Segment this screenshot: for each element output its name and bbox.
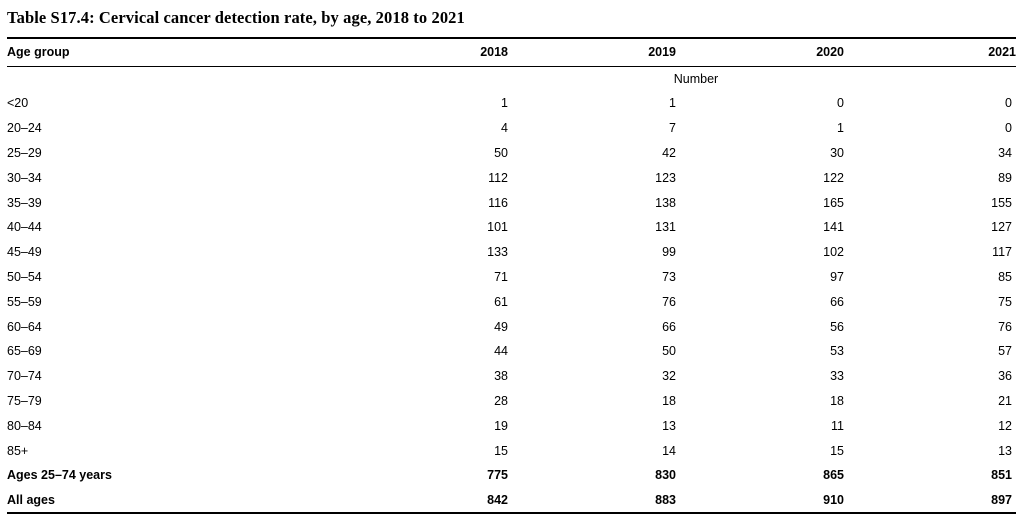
cell-value: 76 — [662, 294, 676, 309]
cell-value: 842 — [339, 488, 508, 513]
cell-value: 53 — [830, 344, 844, 359]
row-label: Ages 25–74 years — [7, 468, 112, 483]
cell-value: 4 — [501, 121, 508, 136]
cell-value: 830 — [655, 468, 676, 483]
cell-value: 0 — [1005, 121, 1012, 136]
cell-value: 165 — [823, 195, 844, 210]
row-label: 40–44 — [7, 220, 42, 235]
table-row — [7, 438, 1016, 463]
cell-value: 101 — [487, 220, 508, 235]
cell-value: 1 — [669, 96, 676, 111]
table-row — [7, 265, 1016, 290]
table-row — [7, 215, 1016, 240]
cell-value: 21 — [998, 393, 1012, 408]
row-label: 75–79 — [7, 393, 42, 408]
row-label: 85+ — [7, 443, 29, 458]
cell-value: 73 — [662, 269, 676, 284]
row-label: All ages — [7, 488, 339, 513]
column-header-2019: 2019 — [508, 38, 676, 66]
cell-value: 89 — [998, 170, 1012, 185]
table-row — [7, 289, 1016, 314]
cell-value: 13 — [662, 418, 676, 433]
cell-value: 50 — [494, 145, 508, 160]
cell-value: 138 — [655, 195, 676, 210]
cell-value: 141 — [823, 220, 844, 235]
table-row — [7, 190, 1016, 215]
cell-value: 122 — [823, 170, 844, 185]
cell-value: 865 — [823, 468, 844, 483]
table-row — [7, 463, 1016, 488]
cell-value: 30 — [830, 145, 844, 160]
cell-value: 38 — [494, 369, 508, 384]
cell-value: 76 — [998, 319, 1012, 334]
cell-value: 112 — [488, 170, 508, 185]
cell-value: 775 — [487, 468, 508, 483]
header-row — [7, 38, 1016, 66]
table-row — [7, 413, 1016, 438]
table-row — [7, 314, 1016, 339]
cell-value: 1 — [501, 96, 508, 111]
cell-value: 102 — [823, 245, 844, 260]
table-row — [7, 91, 1016, 116]
row-label: 30–34 — [7, 170, 42, 185]
spacer-cell — [7, 66, 339, 91]
cell-value: 32 — [662, 369, 676, 384]
row-label: 50–54 — [7, 269, 42, 284]
cell-value: 15 — [494, 443, 508, 458]
table-row — [7, 165, 1016, 190]
row-label: 45–49 — [7, 245, 42, 260]
cell-value: 56 — [830, 319, 844, 334]
page-title: Table S17.4: Cervical cancer detection rate, by age, 2018 to 2021 — [7, 8, 465, 27]
cell-value: 0 — [1005, 96, 1012, 111]
table-row — [7, 389, 1016, 414]
unit-row — [7, 66, 1016, 91]
cell-value: 66 — [662, 319, 676, 334]
table-row — [7, 364, 1016, 389]
cell-value: 85 — [998, 269, 1012, 284]
cell-value: 7 — [669, 121, 676, 136]
cell-value: 1 — [837, 121, 844, 136]
cell-value: 116 — [488, 195, 508, 210]
cell-value: 28 — [494, 393, 508, 408]
cell-value: 883 — [508, 488, 676, 513]
cell-value: 36 — [998, 369, 1012, 384]
cell-value: 18 — [830, 393, 844, 408]
row-label: 55–59 — [7, 294, 42, 309]
row-label: 65–69 — [7, 344, 42, 359]
table-row — [7, 488, 1016, 513]
column-header-2020: 2020 — [676, 38, 844, 66]
row-label: 60–64 — [7, 319, 42, 334]
cell-value: 33 — [830, 369, 844, 384]
row-label: 35–39 — [7, 195, 42, 210]
cell-value: 57 — [998, 344, 1012, 359]
cell-value: 66 — [830, 294, 844, 309]
row-label: 70–74 — [7, 369, 42, 384]
cell-value: 19 — [494, 418, 508, 433]
cell-value: 97 — [830, 269, 844, 284]
cell-value: 851 — [991, 468, 1012, 483]
cell-value: 15 — [830, 443, 844, 458]
unit-label: Number — [673, 71, 719, 86]
column-header-2021: 2021 — [844, 38, 1016, 66]
row-label: 80–84 — [7, 418, 42, 433]
cell-value: 75 — [998, 294, 1012, 309]
table-row — [7, 116, 1016, 141]
row-label: <20 — [7, 96, 29, 111]
cell-value: 127 — [991, 220, 1012, 235]
column-header-age-group: Age group — [7, 38, 339, 66]
cell-value: 71 — [494, 269, 508, 284]
cell-value: 14 — [662, 443, 676, 458]
cell-value: 897 — [844, 488, 1016, 513]
table-row — [7, 141, 1016, 166]
cell-value: 44 — [494, 344, 508, 359]
cell-value: 910 — [676, 488, 844, 513]
cell-value: 34 — [998, 145, 1012, 160]
cell-value: 0 — [837, 96, 844, 111]
table-body — [7, 66, 1016, 513]
cell-value: 123 — [655, 170, 676, 185]
cell-value: 133 — [487, 245, 508, 260]
cell-value: 131 — [655, 220, 676, 235]
cell-value: 11 — [831, 418, 844, 433]
data-table — [7, 37, 1016, 514]
cell-value: 117 — [992, 245, 1012, 260]
row-label: 25–29 — [7, 145, 42, 160]
row-label: 20–24 — [7, 121, 42, 136]
table-header — [7, 38, 1016, 66]
cell-value: 50 — [662, 344, 676, 359]
cell-value: 13 — [998, 443, 1012, 458]
cell-value: 42 — [662, 145, 676, 160]
table-row — [7, 240, 1016, 265]
cell-value: 99 — [662, 245, 676, 260]
cell-value: 12 — [998, 418, 1012, 433]
cell-value: 155 — [991, 195, 1012, 210]
cell-value: 18 — [662, 393, 676, 408]
cell-value: 61 — [494, 294, 508, 309]
cell-value: 49 — [494, 319, 508, 334]
table-row — [7, 339, 1016, 364]
column-header-2018: 2018 — [339, 38, 508, 66]
